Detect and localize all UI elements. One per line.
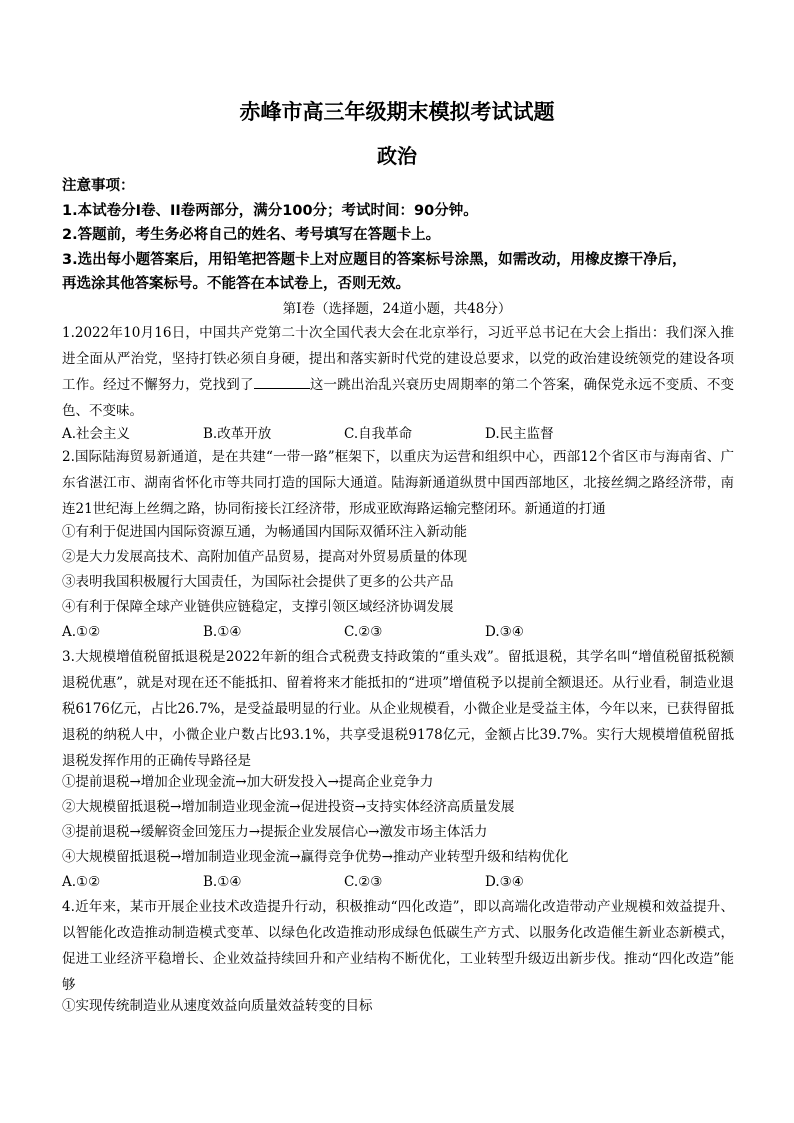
question-3-statement-1: ①提前退税→增加企业现金流→加大研发投入→提高企业竞争力 (62, 774, 434, 790)
notice-item-3-continued: 再选涂其他答案标号。不能答在本试卷上，否则无效。 (62, 276, 410, 292)
section-heading: 第Ⅰ卷（选择题，24道小题，共48分） (282, 301, 512, 317)
question-1-stem (62, 320, 734, 424)
question-1-stem-part2: 这一跳出治乱兴衰历史周期率的第二个答案，确保党永远不变质、不变色、不变味。 (62, 377, 735, 419)
question-2-options (62, 622, 734, 642)
question-4-statement-1: ①实现传统制造业从速度效益向质量效益转变的目标 (62, 998, 373, 1014)
option-c: C.自我革命 (344, 426, 413, 442)
question-2-stem: 2.国际陆海贸易新通道，是在共建“一带一路”框架下，以重庆为运营和组织中心，西部12个省区市与海南省、广东省湛江市、湖南省怀化市等共同打造的国际大通道。陆海新通道纵贯中国西部地区，北接丝绸之路经济带，南连21世纪海上丝绸之路，协同衔接长江经济带，形成亚欧海路运输完整闭环。新通道的打通 (62, 449, 734, 517)
option-c: C.②③ (344, 874, 383, 890)
option-c: C.②③ (344, 624, 383, 640)
option-d: D.③④ (485, 624, 524, 640)
question-3-options (62, 872, 734, 892)
question-2-statement-3: ③表明我国积极履行大国责任，为国际社会提供了更多的公共产品 (62, 574, 454, 590)
notice-item-3: 3.选出每小题答案后，用铅笔把答题卡上对应题目的答案标号涂黑，如需改动，用橡皮擦干净后， (62, 252, 687, 268)
question-2-statement-2: ②是大力发展高技术、高附加值产品贸易，提高对外贸易质量的体现 (62, 549, 467, 565)
option-a: A.①② (62, 624, 101, 640)
option-a: A.社会主义 (62, 426, 131, 442)
option-a: A.①② (62, 874, 101, 890)
question-3-statement-4: ④大规模留抵退税→增加制造业现金流→赢得竞争优势→推动产业转型升级和结构优化 (62, 849, 569, 865)
question-1-options (62, 424, 734, 444)
subject-title: 政治 (377, 144, 417, 168)
exam-title: 赤峰市高三年级期末模拟考试试题 (239, 100, 555, 124)
question-2-statement-4: ④有利于保障全球产业链供应链稳定，支撑引领区域经济协调发展 (62, 599, 454, 615)
question-3-statement-3: ③提前退税→缓解资金回笼压力→提振企业发展信心→激发市场主体活力 (62, 824, 488, 840)
question-3-statement-2: ②大规模留抵退税→增加制造业现金流→促进投资→支持实体经济高质量发展 (62, 799, 515, 815)
answer-blank (254, 375, 310, 389)
question-4-stem: 4.近年来，某市开展企业技术改造提升行动，积极推动“四化改造”，即以高端化改造带动产业规模和效益提升、以智能化改造推动制造模式变革、以绿色化改造推动形成绿色低碳生产方式、以服务化改造催生新业态新模式，促进工业经济平稳增长、企业效益持续回升和产业结构不断优化，工业转型升级迈出新步伐。推动“四化改造”能够 (62, 899, 734, 993)
option-b: B.改革开放 (203, 426, 272, 442)
notice-item-2: 2.答题前，考生务必将自己的姓名、考号填写在答题卡上。 (62, 227, 441, 243)
question-1-stem-part1: 1.2022年10月16日，中国共产党第二十次全国代表大会在北京举行，习近平总书记在大会上指出：我们深入推进全面从严治党，坚持打铁必须自身硬，提出和落实新时代党的建设总要求，以党的政治建设统领党的建设各项工作。经过不懈努力，党找到了 (62, 325, 734, 393)
option-d: D.③④ (485, 874, 524, 890)
notice-heading: 注意事项： (62, 178, 135, 194)
option-b: B.①④ (203, 624, 242, 640)
option-b: B.①④ (203, 874, 242, 890)
notice-item-1: 1.本试卷分Ⅰ卷、II卷两部分，满分100分；考试时间：90分钟。 (62, 203, 478, 219)
option-d: D.民主监督 (485, 426, 554, 442)
question-3-stem: 3.大规模增值税留抵退税是2022年新的组合式税费支持政策的“重头戏”。留抵退税，其学名叫“增值税留抵税额退税优惠”，就是对现在还不能抵扣、留着将来才能抵扣的“进项”增值税予以提前全额退还。从行业看，制造业退税6176亿元，占比26.7%，是受益最明显的行业。从企业规模看，小微企业是受益主体，今年以来，已获得留抵退税的纳税人中，小微企业户数占比93.1%，共享受退税9178亿元，金额占比39.7%。实行大规模增值税留抵退税发挥作用的正确传导路径是 (62, 649, 734, 769)
question-2-statement-1: ①有利于促进国内国际资源互通，为畅通国内国际双循环注入新动能 (62, 524, 467, 540)
